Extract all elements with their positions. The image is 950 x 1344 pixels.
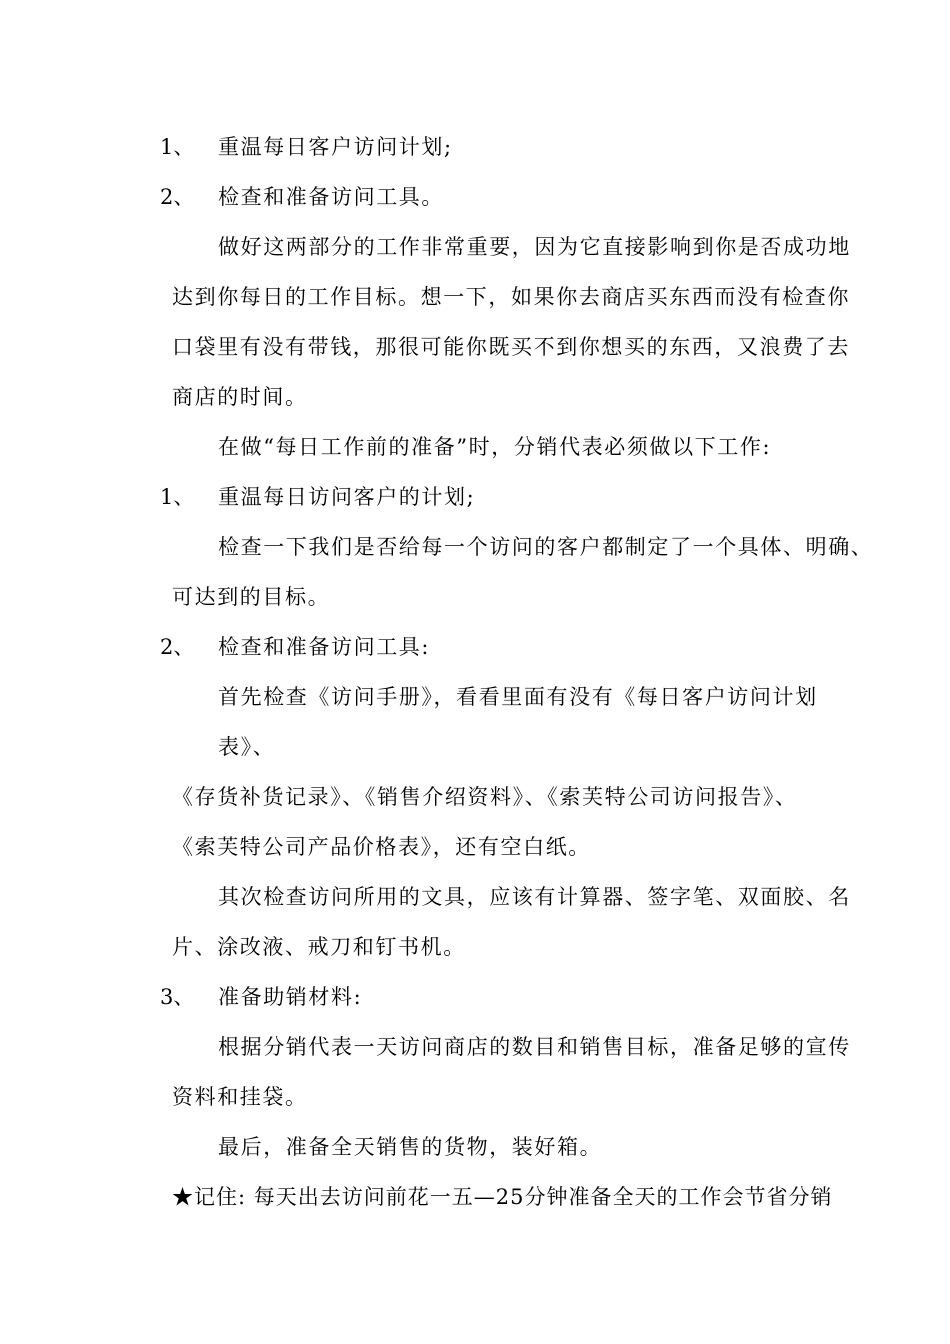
text-line: 检查和准备访问工具: [218, 635, 431, 659]
text-line: 商店的时间。 [172, 385, 308, 409]
paragraph-first-line: 其次检查访问所用的文具，应该有计算器、签字笔、双面胶、名 [218, 885, 851, 909]
text-line: 准备助销材料: [218, 985, 363, 1009]
list-number: 2、 [160, 185, 195, 209]
text-line: 可达到的目标。 [172, 585, 331, 609]
paragraph-first-line: 根据分销代表一天访问商店的数目和销售目标，准备足够的宣传 [218, 1035, 851, 1059]
text-line: 检查和准备访问工具。 [218, 185, 444, 209]
text-line: 《索芙特公司产品价格表》，还有空白纸。 [172, 835, 591, 859]
text-line: 口袋里有没有带钱，那很可能你既买不到你想买的东西，又浪费了去 [172, 335, 850, 359]
text-line: 重温每日客户访问计划; [218, 135, 453, 159]
list-number: 3、 [160, 985, 195, 1009]
paragraph-first-line: 首先检查《访问手册》，看看里面有没有《每日客户访问计划 [218, 685, 818, 709]
text-line: 重温每日访问客户的计划; [218, 485, 476, 509]
list-number: 1、 [160, 135, 195, 159]
reminder-line: ★记住: 每天出去访问前花一五—25分钟准备全天的工作会节省分销 [172, 1185, 833, 1209]
list-number: 1、 [160, 485, 195, 509]
paragraph-first-line: 检查一下我们是否给每一个访问的客户都制定了一个具体、明确、 [218, 535, 874, 559]
text-line: 达到你每日的工作目标。想一下，如果你去商店买东西而没有检查你 [172, 285, 850, 309]
text-line: 表》、 [218, 735, 276, 759]
paragraph-first-line: 最后，准备全天销售的货物，装好箱。 [218, 1135, 603, 1159]
text-line: 《存货补货记录》、《销售介绍资料》、《索芙特公司访问报告》、 [172, 785, 798, 809]
list-number: 2、 [160, 635, 195, 659]
paragraph-first-line: 做好这两部分的工作非常重要，因为它直接影响到你是否成功地 [218, 235, 851, 259]
text-line: 资料和挂袋。 [172, 1085, 308, 1109]
text-line: 片、涂改液、戒刀和钉书机。 [172, 935, 466, 959]
paragraph-first-line: 在做“每日工作前的准备”时，分销代表必须做以下工作: [218, 435, 772, 459]
